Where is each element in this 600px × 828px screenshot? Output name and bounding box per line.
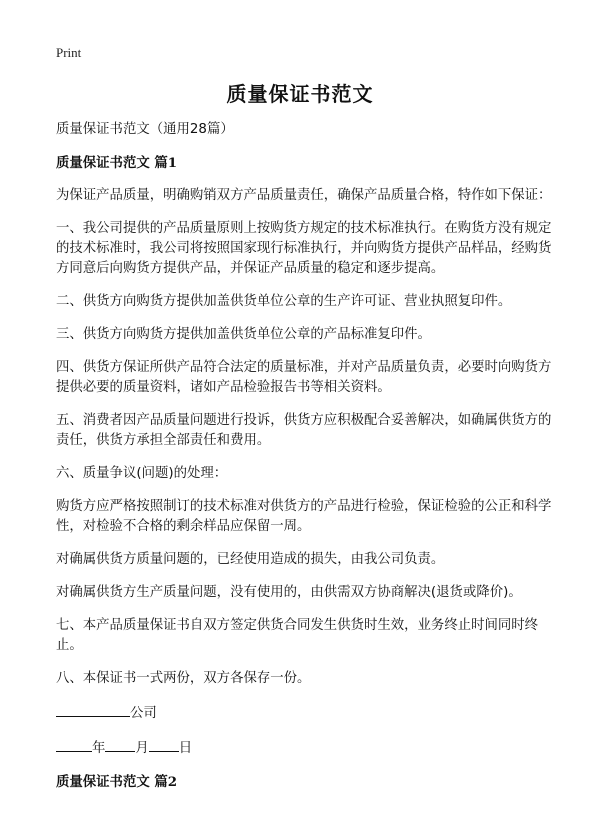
- paragraph-item-5: 五、消费者因产品质量问题进行投诉，供货方应积极配合妥善解决，如确属供货方的责任，供货方承担全部责任和费用。: [56, 413, 552, 448]
- year-label: 年: [92, 741, 106, 756]
- paragraph-intro: 为保证产品质量，明确购销双方产品质量责任，确保产品质量合格，特作如下保证：: [56, 188, 552, 203]
- paragraph-item-1: 一、我公司提供的产品质量原则上按购货方规定的技术标准执行。在购货方没有规定的技术标准时，我公司将按照国家现行标准执行，并向购货方提供产品样品，经购货方同意后向购货方提供产品，并保证产品质量的稳定和逐步提高。: [56, 221, 552, 276]
- paragraph-item-7: 七、本产品质量保证书自双方签定供货合同发生供货时生效，业务终止时间同时终止。: [56, 618, 539, 653]
- company-label: 公司: [130, 706, 157, 721]
- section-heading-2: 质量保证书范文 篇2: [56, 774, 178, 790]
- document-body: [56, 120, 556, 805]
- paragraph-item-4: 四、供货方保证所供产品符合法定的质量标准，并对产品质量负责，必要时向购货方提供必要的质量资料，诸如产品检验报告书等相关资料。: [56, 360, 552, 395]
- day-blank: [149, 737, 179, 752]
- document-subtitle: 质量保证书范文（通用28篇）: [56, 122, 234, 137]
- document-title: 质量保证书范文: [226, 82, 374, 106]
- paragraph-item-6-detail-2: 对确属供货方质量问题的，已经使用造成的损失，由我公司负责。: [56, 552, 445, 567]
- day-label: 日: [178, 741, 193, 756]
- paragraph-item-6-detail-1: 购货方应严格按照制订的技术标准对供货方的产品进行检验，保证检验的公正和科学性，对检验不合格的剩余样品应保留一周。: [56, 499, 552, 534]
- print-link[interactable]: Print: [56, 45, 82, 60]
- paragraph-item-3: 三、供货方向购货方提供加盖供货单位公章的产品标准复印件。: [56, 327, 431, 342]
- paragraph-item-6: 六、质量争议(问题)的处理：: [56, 466, 228, 481]
- year-blank: [56, 737, 92, 752]
- section-heading-1: 质量保证书范文 篇1: [56, 155, 178, 171]
- paragraph-item-2: 二、供货方向购货方提供加盖供货单位公章的生产许可证、营业执照复印件。: [56, 294, 512, 309]
- month-blank: [105, 737, 135, 752]
- signature-company-line: [56, 702, 556, 724]
- paragraph-item-6-detail-3: 对确属供货方生产质量问题，没有使用的，由供需双方协商解决(退货或降价)。: [56, 585, 522, 600]
- company-blank: [56, 702, 130, 717]
- month-label: 月: [135, 741, 149, 756]
- signature-date-line: [56, 737, 556, 759]
- paragraph-item-8: 八、本保证书一式两份，双方各保存一份。: [56, 671, 311, 686]
